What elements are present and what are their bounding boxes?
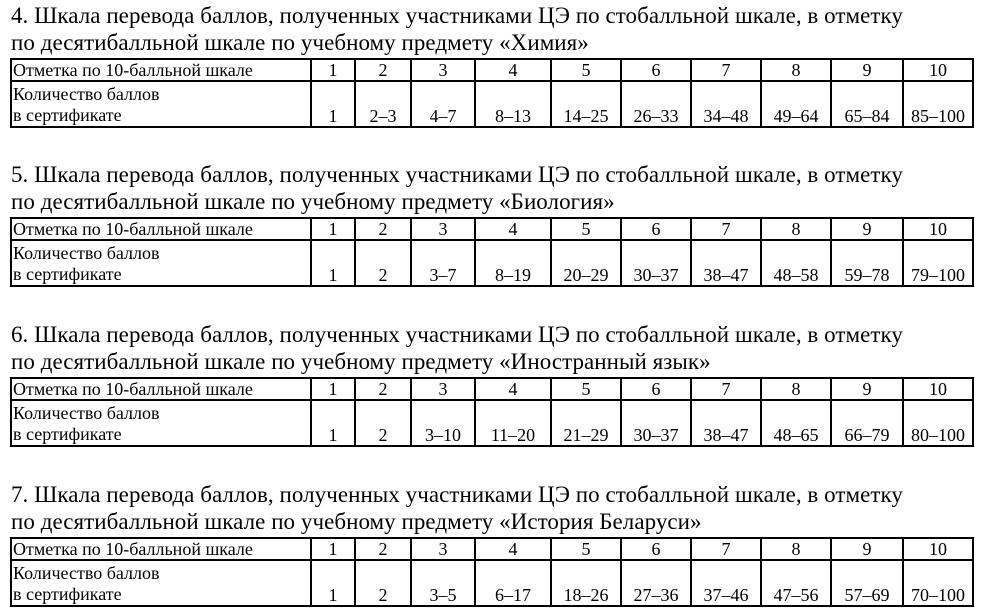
points-range-cell: 30–37 (621, 400, 691, 446)
grade-cell: 9 (831, 218, 903, 240)
points-range-cell: 18–26 (551, 560, 621, 606)
points-row-label (11, 240, 311, 286)
grade-cell: 3 (411, 538, 475, 560)
grade-cell: 5 (551, 218, 621, 240)
points-row-label-line2: в сертификате (13, 105, 122, 125)
grade-row (11, 378, 973, 400)
points-row-label-line2: в сертификате (13, 264, 122, 284)
points-row-label-line1: Количество баллов (13, 563, 160, 583)
section-heading-line2: по десятибалльной шкале по учебному предмету «Биология» (11, 189, 615, 214)
points-row-label-line2: в сертификате (13, 424, 122, 444)
grade-cell: 2 (355, 378, 411, 400)
points-range-cell: 38–47 (691, 240, 761, 286)
points-row-label (11, 560, 311, 606)
points-row (11, 560, 973, 606)
grade-cell: 8 (761, 538, 831, 560)
points-row (11, 400, 973, 446)
points-range-cell: 66–79 (831, 400, 903, 446)
grade-cell: 4 (475, 538, 551, 560)
points-range-cell: 14–25 (551, 81, 621, 127)
scale-section (10, 161, 972, 287)
points-range-cell: 1 (311, 400, 355, 446)
grade-cell: 9 (831, 378, 903, 400)
grade-row-label: Отметка по 10-балльной шкале (11, 59, 311, 81)
grade-cell: 6 (621, 218, 691, 240)
grade-row (11, 218, 973, 240)
points-row-label-line1: Количество баллов (13, 403, 160, 423)
grade-cell: 8 (761, 378, 831, 400)
points-range-cell: 2 (355, 560, 411, 606)
scale-section (10, 2, 972, 128)
grade-row-label: Отметка по 10-балльной шкале (11, 378, 311, 400)
grade-cell: 4 (475, 378, 551, 400)
grade-cell: 10 (903, 538, 973, 560)
grade-cell: 2 (355, 538, 411, 560)
grade-cell: 5 (551, 538, 621, 560)
scale-section (10, 321, 972, 447)
points-range-cell: 80–100 (903, 400, 973, 446)
points-range-cell: 47–56 (761, 560, 831, 606)
points-range-cell: 3–10 (411, 400, 475, 446)
points-range-cell: 59–78 (831, 240, 903, 286)
grade-cell: 1 (311, 218, 355, 240)
grade-cell: 2 (355, 218, 411, 240)
section-heading-line1: 5. Шкала перевода баллов, полученных участниками ЦЭ по стобалльной шкале, в отметку (11, 162, 903, 187)
points-range-cell: 70–100 (903, 560, 973, 606)
grade-cell: 2 (355, 59, 411, 81)
grade-cell: 10 (903, 378, 973, 400)
grade-cell: 6 (621, 378, 691, 400)
section-heading-line2: по десятибалльной шкале по учебному предмету «Химия» (11, 30, 589, 55)
grade-cell: 9 (831, 59, 903, 81)
grade-cell: 7 (691, 538, 761, 560)
points-range-cell: 8–19 (475, 240, 551, 286)
grade-row (11, 538, 973, 560)
points-range-cell: 20–29 (551, 240, 621, 286)
grade-cell: 7 (691, 218, 761, 240)
section-heading-line1: 7. Шкала перевода баллов, полученных участниками ЦЭ по стобалльной шкале, в отметку (11, 482, 903, 507)
grade-cell: 7 (691, 59, 761, 81)
grade-cell: 5 (551, 378, 621, 400)
grade-cell: 10 (903, 59, 973, 81)
points-range-cell: 65–84 (831, 81, 903, 127)
grade-cell: 3 (411, 378, 475, 400)
points-range-cell: 1 (311, 560, 355, 606)
grade-cell: 8 (761, 59, 831, 81)
points-row (11, 240, 973, 286)
points-range-cell: 1 (311, 240, 355, 286)
points-range-cell: 8–13 (475, 81, 551, 127)
points-range-cell: 26–33 (621, 81, 691, 127)
points-row-label (11, 400, 311, 446)
conversion-table (10, 58, 974, 128)
points-range-cell: 48–65 (761, 400, 831, 446)
grade-cell: 4 (475, 59, 551, 81)
points-range-cell: 2 (355, 240, 411, 286)
conversion-table (10, 537, 974, 607)
points-range-cell: 37–46 (691, 560, 761, 606)
grade-cell: 3 (411, 59, 475, 81)
points-range-cell: 6–17 (475, 560, 551, 606)
points-row-label-line1: Количество баллов (13, 84, 160, 104)
points-range-cell: 30–37 (621, 240, 691, 286)
points-row-label (11, 81, 311, 127)
points-row (11, 81, 973, 127)
points-range-cell: 21–29 (551, 400, 621, 446)
section-heading-line1: 6. Шкала перевода баллов, полученных участниками ЦЭ по стобалльной шкале, в отметку (11, 322, 903, 347)
points-range-cell: 34–48 (691, 81, 761, 127)
grade-cell: 4 (475, 218, 551, 240)
points-range-cell: 4–7 (411, 81, 475, 127)
conversion-table (10, 217, 974, 287)
grade-cell: 8 (761, 218, 831, 240)
points-range-cell: 85–100 (903, 81, 973, 127)
grade-cell: 5 (551, 59, 621, 81)
grade-row (11, 59, 973, 81)
points-range-cell: 27–36 (621, 560, 691, 606)
points-row-label-line2: в сертификате (13, 584, 122, 604)
grade-cell: 3 (411, 218, 475, 240)
points-range-cell: 1 (311, 81, 355, 127)
points-range-cell: 3–5 (411, 560, 475, 606)
points-range-cell: 3–7 (411, 240, 475, 286)
conversion-table (10, 377, 974, 447)
points-range-cell: 38–47 (691, 400, 761, 446)
points-row-label-line1: Количество баллов (13, 243, 160, 263)
grade-cell: 1 (311, 378, 355, 400)
points-range-cell: 49–64 (761, 81, 831, 127)
grade-cell: 6 (621, 59, 691, 81)
section-heading-line2: по десятибалльной шкале по учебному предмету «Иностранный язык» (11, 349, 711, 374)
section-heading-line1: 4. Шкала перевода баллов, полученных участниками ЦЭ по стобалльной шкале, в отметку (11, 3, 903, 28)
grade-cell: 1 (311, 538, 355, 560)
grade-cell: 9 (831, 538, 903, 560)
points-range-cell: 57–69 (831, 560, 903, 606)
points-range-cell: 48–58 (761, 240, 831, 286)
grade-cell: 10 (903, 218, 973, 240)
points-range-cell: 79–100 (903, 240, 973, 286)
grade-cell: 6 (621, 538, 691, 560)
section-heading-line2: по десятибалльной шкале по учебному предмету «История Беларуси» (11, 509, 702, 534)
scale-section (10, 481, 972, 607)
grade-row-label: Отметка по 10-балльной шкале (11, 538, 311, 560)
points-range-cell: 2–3 (355, 81, 411, 127)
points-range-cell: 11–20 (475, 400, 551, 446)
grade-row-label: Отметка по 10-балльной шкале (11, 218, 311, 240)
grade-cell: 7 (691, 378, 761, 400)
grade-cell: 1 (311, 59, 355, 81)
points-range-cell: 2 (355, 400, 411, 446)
